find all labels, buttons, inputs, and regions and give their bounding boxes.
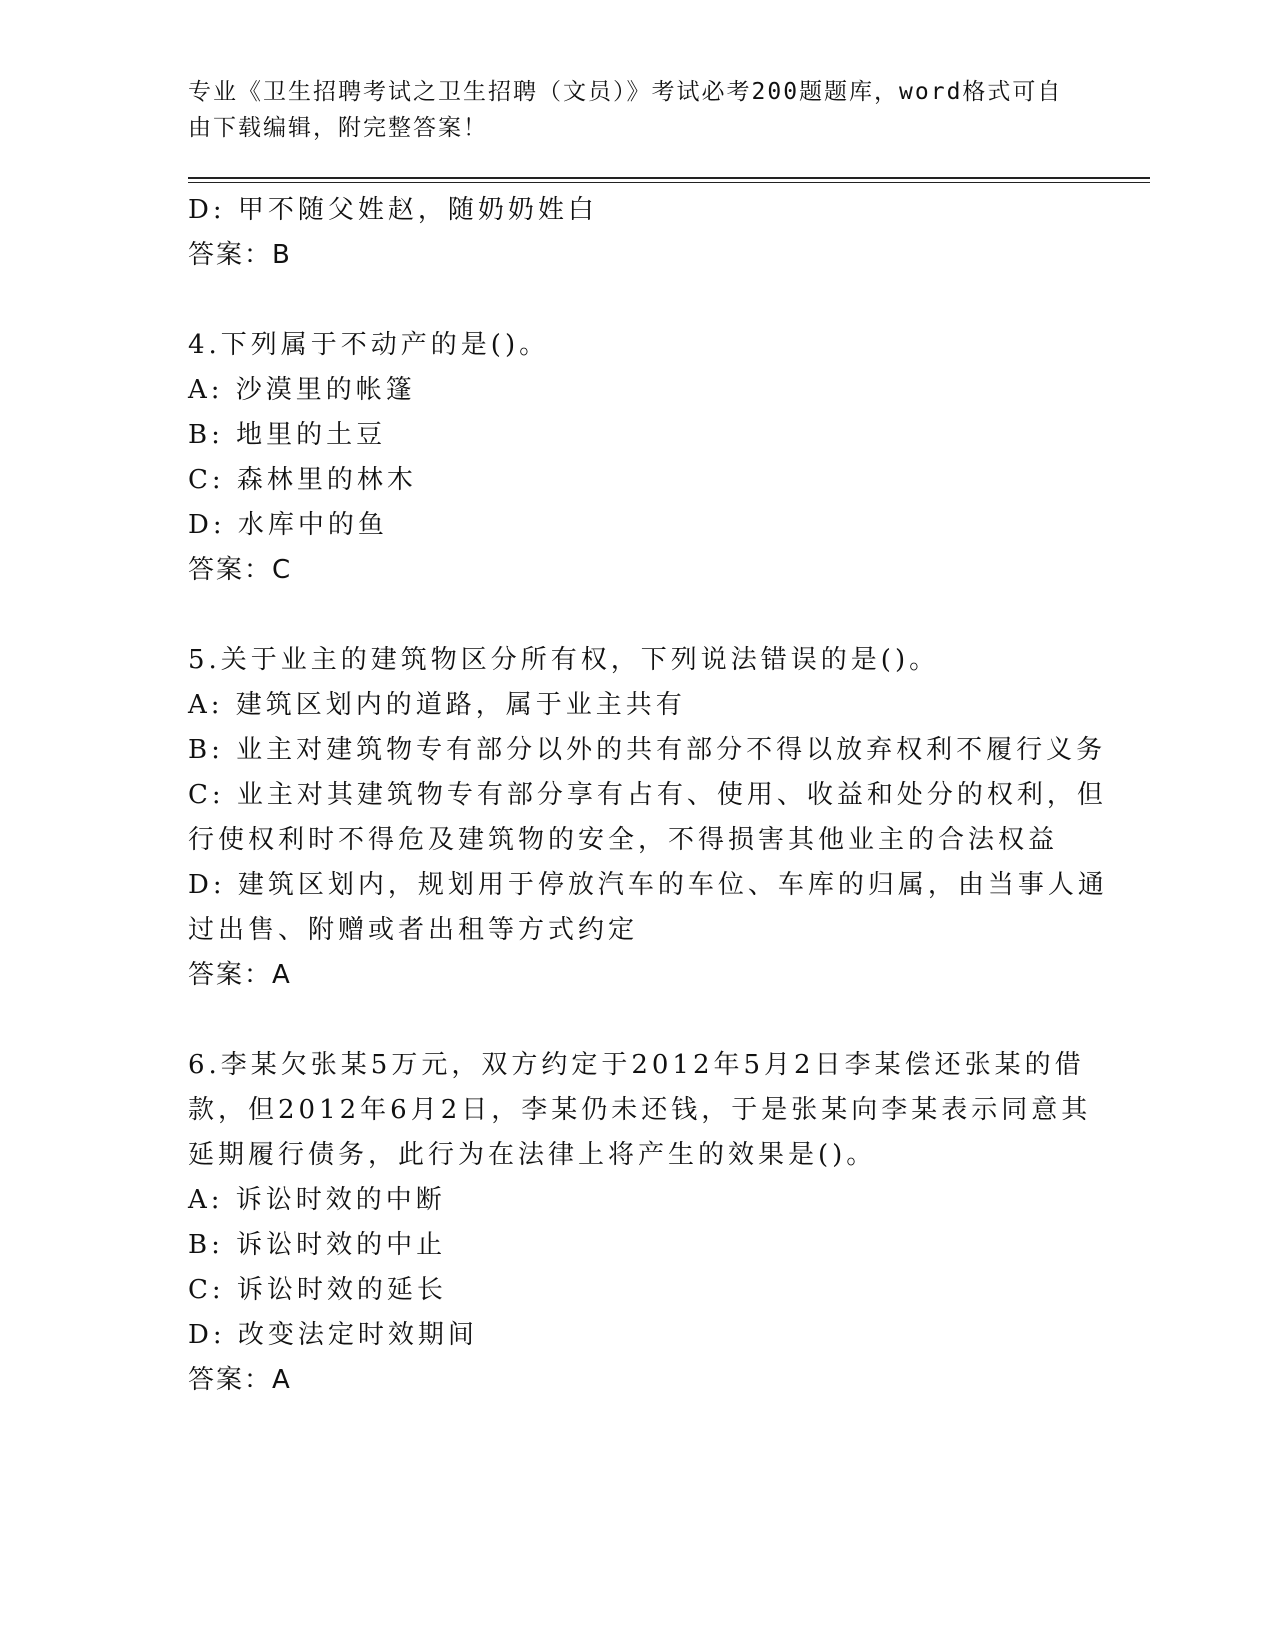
q5-option-c-line-2: 行使权利时不得危及建筑物的安全，不得损害其他业主的合法权益 — [188, 825, 1059, 855]
q5-option-d-line-2: 过出售、附赠或者出租等方式约定 — [188, 915, 639, 945]
q4-option-b: B: 地里的土豆 — [188, 420, 387, 450]
q5-option-a: A: 建筑区划内的道路，属于业主共有 — [188, 690, 686, 720]
q4-answer: 答案：C — [188, 555, 293, 585]
header-intro-line-2: 由下载编辑，附完整答案！ — [188, 115, 488, 141]
q3-option-d: D: 甲不随父姓赵，随奶奶姓白 — [188, 195, 598, 225]
q5-option-c-line-1: C: 业主对其建筑物专有部分享有占有、使用、收益和处分的权利，但 — [188, 780, 1107, 810]
q5-option-d-line-1: D: 建筑区划内，规划用于停放汽车的车位、车库的归属，由当事人通 — [188, 870, 1108, 900]
q4-option-a: A: 沙漠里的帐篷 — [188, 375, 416, 405]
header-intro-line-1: 专业《卫生招聘考试之卫生招聘（文员）》考试必考200题题库，word格式可自 — [188, 79, 1063, 105]
spacer — [188, 998, 1088, 1043]
header-divider-thick — [188, 177, 1150, 179]
q5-answer: 答案：A — [188, 960, 292, 990]
spacer — [188, 278, 1088, 323]
q5-stem: 5.关于业主的建筑物区分所有权，下列说法错误的是()。 — [188, 645, 940, 675]
q6-stem-line-3: 延期履行债务，此行为在法律上将产生的效果是()。 — [188, 1140, 877, 1170]
question-3-tail — [188, 188, 1088, 278]
question-6 — [188, 1043, 1092, 1403]
question-4 — [188, 323, 1088, 593]
question-5 — [188, 638, 1108, 998]
q6-option-c: C: 诉讼时效的延长 — [188, 1275, 447, 1305]
q6-option-d: D: 改变法定时效期间 — [188, 1320, 478, 1350]
q4-option-d: D: 水库中的鱼 — [188, 510, 388, 540]
q6-answer: 答案：A — [188, 1365, 292, 1395]
document-header — [188, 74, 1068, 146]
q3-answer: 答案：B — [188, 240, 292, 270]
q6-stem-line-1: 6.李某欠张某5万元，双方约定于2012年5月2日李某偿还张某的借 — [188, 1050, 1085, 1080]
spacer — [188, 593, 1088, 638]
q5-option-b: B: 业主对建筑物专有部分以外的共有部分不得以放弃权利不履行义务 — [188, 735, 1107, 765]
q6-option-a: A: 诉讼时效的中断 — [188, 1185, 446, 1215]
question-content — [188, 188, 1108, 1403]
header-divider-thin — [188, 182, 1150, 183]
q6-option-b: B: 诉讼时效的中止 — [188, 1230, 447, 1260]
q4-option-c: C: 森林里的林木 — [188, 465, 417, 495]
q6-stem-line-2: 款，但2012年6月2日，李某仍未还钱，于是张某向李某表示同意其 — [188, 1095, 1092, 1125]
q4-stem: 4.下列属于不动产的是()。 — [188, 330, 550, 360]
